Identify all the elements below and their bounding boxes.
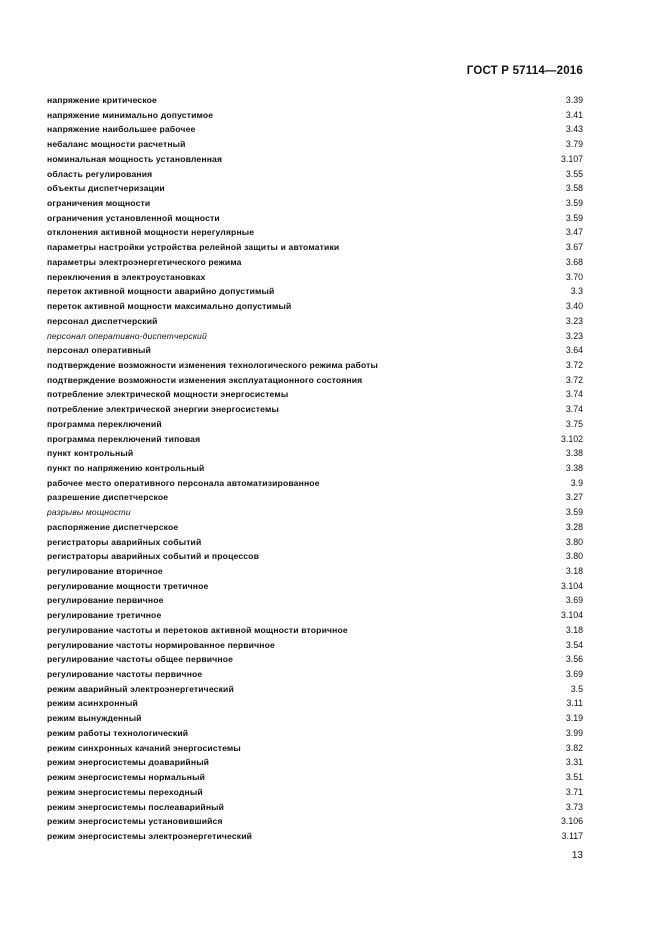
- index-term: напряжение критическое: [47, 95, 157, 105]
- index-reference: 3.74: [565, 389, 583, 400]
- index-term: режим энергосистемы переходный: [47, 786, 203, 797]
- index-term: небаланс мощности расчетный: [47, 139, 186, 150]
- index-term: регистраторы аварийных событий: [47, 536, 202, 547]
- index-term: номинальная мощность установленная: [47, 153, 223, 164]
- index-term: ограничения установленной мощности: [47, 212, 220, 223]
- index-entry: [47, 432, 583, 447]
- index-entry: [47, 652, 583, 667]
- index-entry: [47, 520, 583, 535]
- index-term: отклонения активной мощности нерегулярные: [47, 227, 255, 238]
- index-term: подтверждение возможности изменения эксплуатационного состояния: [47, 374, 363, 385]
- index-entry: [47, 167, 583, 182]
- page-number: 13: [571, 850, 583, 861]
- index-term: режим энергосистемы электроэнергетический: [47, 830, 253, 841]
- index-term: потребление электрической энергии энергосистемы: [47, 404, 279, 415]
- index-term: регистраторы аварийных событий и процессов: [47, 551, 260, 562]
- index-term: режим асинхронный: [47, 698, 138, 709]
- index-entry: [47, 270, 583, 285]
- index-entry: [47, 358, 583, 373]
- index-reference: 3.73: [565, 801, 583, 812]
- index-term: программа переключений: [47, 418, 162, 429]
- index-reference: 3.28: [565, 521, 583, 532]
- index-entry: [47, 122, 583, 137]
- index-term: режим энергосистемы послеаварийный: [47, 801, 225, 812]
- index-entry: [47, 490, 583, 505]
- index-term: режим энергосистемы установившийся: [47, 816, 223, 827]
- index-term: пункт контрольный: [47, 448, 134, 459]
- index-term: режим энергосистемы доаварийный: [47, 757, 210, 768]
- index-reference: 3.47: [565, 227, 583, 238]
- index-entry: [47, 461, 583, 476]
- index-term: напряжение минимально допустимое: [47, 109, 214, 120]
- index-reference: 3.41: [565, 109, 583, 120]
- index-term: переключения в электроустановках: [47, 271, 206, 282]
- index-entry: [47, 329, 583, 344]
- index-reference: 3.3: [570, 286, 583, 297]
- index-term: разрывы мощности: [47, 507, 131, 518]
- index-entry: [47, 829, 583, 844]
- index-reference: 3.106: [560, 816, 583, 827]
- index-entry: [47, 314, 583, 329]
- index-entry: [47, 711, 583, 726]
- index-reference: 3.56: [565, 654, 583, 665]
- index-reference: 3.79: [565, 139, 583, 150]
- index-term: регулирование третичное: [47, 610, 162, 621]
- index-entry: [47, 417, 583, 432]
- index-reference: 3.104: [560, 610, 583, 621]
- index-entry: [47, 181, 583, 196]
- index-term: объекты диспетчеризации: [47, 183, 165, 194]
- index-reference: 3.71: [565, 786, 583, 797]
- index-entry: [47, 564, 583, 579]
- index-reference: 3.59: [565, 198, 583, 209]
- index-term: область регулирования: [47, 168, 153, 179]
- index-reference: 3.64: [565, 345, 583, 356]
- index-entry: [47, 785, 583, 800]
- index-reference: 3.104: [560, 580, 583, 591]
- index-term: параметры настройки устройства релейной защиты и автоматики: [47, 242, 340, 253]
- index-reference: 3.31: [565, 757, 583, 768]
- index-reference: 3.11: [566, 698, 583, 709]
- index-entry: [47, 623, 583, 638]
- index-entry: [47, 225, 583, 240]
- index-term: режим работы технологический: [47, 727, 189, 738]
- index-term: регулирование частоты нормированное первичное: [47, 639, 275, 650]
- index-term: рабочее место оперативного персонала автоматизированное: [47, 477, 320, 488]
- index-entry: [47, 505, 583, 520]
- index-term: регулирование вторичное: [47, 566, 163, 576]
- index-reference: 3.18: [565, 624, 583, 635]
- index-reference: 3.99: [565, 727, 583, 738]
- index-term: регулирование частоты первичное: [47, 669, 203, 680]
- index-entry: [47, 284, 583, 299]
- index-reference: 3.18: [565, 566, 583, 576]
- index-reference: 3.117: [561, 830, 583, 841]
- index-entry: [47, 579, 583, 594]
- index-entry: [47, 343, 583, 358]
- index-entry: [47, 770, 583, 785]
- index-reference: 3.107: [560, 153, 583, 164]
- index-reference: 3.102: [560, 433, 583, 444]
- index-entry: [47, 240, 583, 255]
- index-reference: 3.27: [565, 492, 583, 503]
- index-reference: 3.23: [565, 330, 583, 341]
- index-entry: [47, 255, 583, 270]
- index-reference: 3.69: [565, 669, 583, 680]
- index-entry: [47, 108, 583, 123]
- index-entry: [47, 211, 583, 226]
- index-entry: [47, 476, 583, 491]
- index-entry: [47, 755, 583, 770]
- index-term: подтверждение возможности изменения технологического режима работы: [47, 359, 379, 370]
- index-reference: 3.70: [565, 271, 583, 282]
- index-term: режим аварийный электроэнергетический: [47, 683, 234, 694]
- index-reference: 3.59: [565, 507, 583, 518]
- index-term: режим вынужденный: [47, 713, 142, 724]
- index-reference: 3.38: [565, 448, 583, 459]
- index-entry: [47, 682, 583, 697]
- document-code-header: ГОСТ Р 57114—2016: [466, 65, 583, 77]
- index-reference: 3.38: [565, 462, 583, 473]
- index-reference: 3.75: [565, 418, 583, 429]
- index-entry: [47, 638, 583, 653]
- index-reference: 3.67: [565, 242, 583, 253]
- index-term: разрешение диспетчерское: [47, 492, 169, 503]
- index-term: потребление электрической мощности энергосистемы: [47, 389, 289, 400]
- index-reference: 3.40: [565, 301, 583, 312]
- index-entry: [47, 152, 583, 167]
- index-reference: 3.43: [565, 124, 583, 135]
- index-entry: [47, 814, 583, 829]
- index-term: регулирование мощности третичное: [47, 580, 209, 591]
- index-entry: [47, 446, 583, 461]
- index-reference: 3.68: [565, 256, 583, 267]
- index-term: режим синхронных качаний энергосистемы: [47, 742, 241, 753]
- index-entry: [47, 741, 583, 756]
- index-term: переток активной мощности максимально допустимый: [47, 301, 292, 312]
- index-term: программа переключений типовая: [47, 433, 201, 444]
- index-reference: 3.82: [565, 742, 583, 753]
- index-reference: 3.80: [565, 551, 583, 562]
- index-term: персонал оперативный: [47, 345, 151, 356]
- index-entry: [47, 726, 583, 741]
- index-term: персонал оперативно-диспетчерский: [47, 330, 207, 341]
- index-entry: [47, 800, 583, 815]
- index-term: персонал диспетчерский: [47, 315, 158, 326]
- index-term: распоряжение диспетчерское: [47, 521, 179, 532]
- index-reference: 3.80: [565, 536, 583, 547]
- index-reference: 3.19: [565, 713, 583, 724]
- index-entry: [47, 387, 583, 402]
- index-reference: 3.54: [565, 639, 583, 650]
- index-entry: [47, 608, 583, 623]
- index-reference: 3.51: [565, 772, 583, 783]
- index-entry: [47, 196, 583, 211]
- index-term: пункт по напряжению контрольный: [47, 462, 205, 473]
- index-entry: [47, 549, 583, 564]
- index-reference: 3.23: [565, 315, 583, 326]
- index-reference: 3.72: [565, 374, 583, 385]
- index-reference: 3.58: [565, 183, 583, 194]
- index-term: параметры электроэнергетического режима: [47, 256, 242, 267]
- index-term: переток активной мощности аварийно допустимый: [47, 286, 275, 297]
- index-term: напряжение наибольшее рабочее: [47, 124, 196, 135]
- index-entry: [47, 299, 583, 314]
- index-reference: 3.9: [570, 477, 583, 488]
- index-reference: 3.72: [565, 359, 583, 370]
- index-term: регулирование частоты общее первичное: [47, 654, 234, 665]
- index-term: регулирование частоты и перетоков активной мощности вторичное: [47, 624, 348, 635]
- index-entry: [47, 667, 583, 682]
- index-term: ограничения мощности: [47, 198, 151, 209]
- index-entry: [47, 402, 583, 417]
- index-entry: [47, 373, 583, 388]
- index-entry: [47, 137, 583, 152]
- index-entry: [47, 535, 583, 550]
- index-reference: 3.55: [565, 168, 583, 179]
- index-reference: 3.59: [565, 212, 583, 223]
- index-reference: 3.5: [570, 683, 583, 694]
- index-entry: [47, 593, 583, 608]
- index-term: регулирование первичное: [47, 595, 164, 606]
- index-reference: 3.69: [565, 595, 583, 606]
- index-entry: [47, 696, 583, 711]
- index-entry: [47, 93, 583, 108]
- index-term: режим энергосистемы нормальный: [47, 772, 206, 783]
- terms-index-list: [47, 93, 583, 844]
- index-reference: 3.39: [565, 95, 583, 105]
- index-reference: 3.74: [565, 404, 583, 415]
